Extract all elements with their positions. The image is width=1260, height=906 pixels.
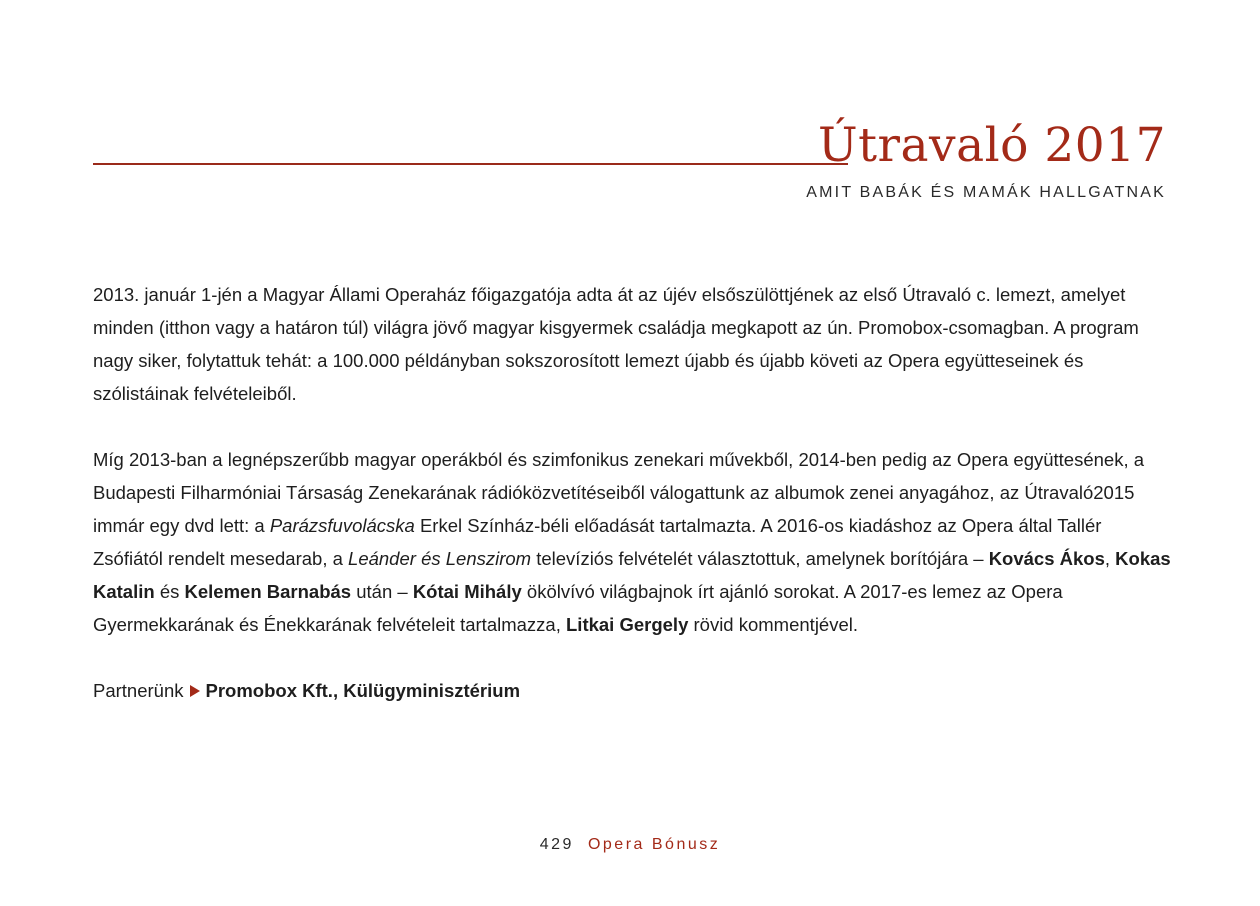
page-title: Útravaló 2017 — [818, 118, 1166, 173]
publication-name: Opera Bónusz — [587, 836, 721, 853]
title-leander-es-lenszirom: Leánder és Lenszirom — [348, 548, 532, 569]
name-kelemen-barnabas: Kelemen Barnabás — [184, 581, 352, 602]
page-subtitle: AMIT BABÁK ÉS MAMÁK HALLGATNAK — [806, 184, 1166, 201]
paragraph-intro: 2013. január 1-jén a Magyar Állami Operaház főigazgatója adta át az újév elsőszülöttjének az első Útravaló c. lemezt, amelyet minden (itthon vagy a határon túl) világra jövő magyar kisgyermek családja megkapott az ún. Promobox-csomagban. A program nagy siker, folytattuk tehát: a 100.000 példányban sokszorosított lemezt újabb és újabb követi az Opera együtteseinek és szólistáinak felvételeiből. — [93, 284, 1139, 404]
name-kokas-katalin: Kokas Katalin — [93, 548, 1171, 602]
text-segment: után – — [351, 581, 413, 602]
partner-line — [93, 674, 1173, 707]
paragraph-history — [93, 443, 1173, 641]
triangle-right-icon — [190, 685, 200, 697]
page-number: 429 — [539, 836, 574, 853]
partner-label: Partnerünk — [93, 680, 184, 701]
page-footer — [0, 836, 1260, 854]
name-kovacs-akos: Kovács Ákos — [988, 548, 1105, 569]
text-segment: rövid kommentjével. — [688, 614, 859, 635]
name-litkai-gergely: Litkai Gergely — [566, 614, 689, 635]
text-segment: ökölvívó világbajnok írt ajánló sorokat. A 2017-es lemez az Opera Gyermekkarának és Énekkarának felvételeit tartalmazza, — [93, 581, 1063, 635]
title-parazsfuvolacska: Parázsfuvolácska — [269, 515, 415, 536]
header-rule — [93, 163, 848, 165]
name-kotai-mihaly: Kótai Mihály — [412, 581, 522, 602]
text-segment: televíziós felvételét választottuk, amelynek borítójára – — [531, 548, 989, 569]
text-segment: , — [1104, 548, 1116, 569]
partner-value: Promobox Kft., Külügyminisztérium — [205, 680, 521, 701]
body-text — [93, 278, 1173, 740]
text-segment: Míg 2013-ban a legnépszerűbb magyar operákból és szimfonikus zenekari művekből, 2014-ben pedig az Opera együttesének, a Budapesti Filharmóniai Társaság Zenekarának rádióközvetítéseiből válogattunk az albumok zenei anyagához, az Útravaló2015 immár egy dvd lett: a — [93, 449, 1145, 536]
text-segment: Erkel Színház-béli előadását tartalmazta. A 2016-os kiadáshoz az Opera által Tallér Zsófiától rendelt mesedarab, a — [93, 515, 1102, 569]
text-segment: és — [154, 581, 185, 602]
